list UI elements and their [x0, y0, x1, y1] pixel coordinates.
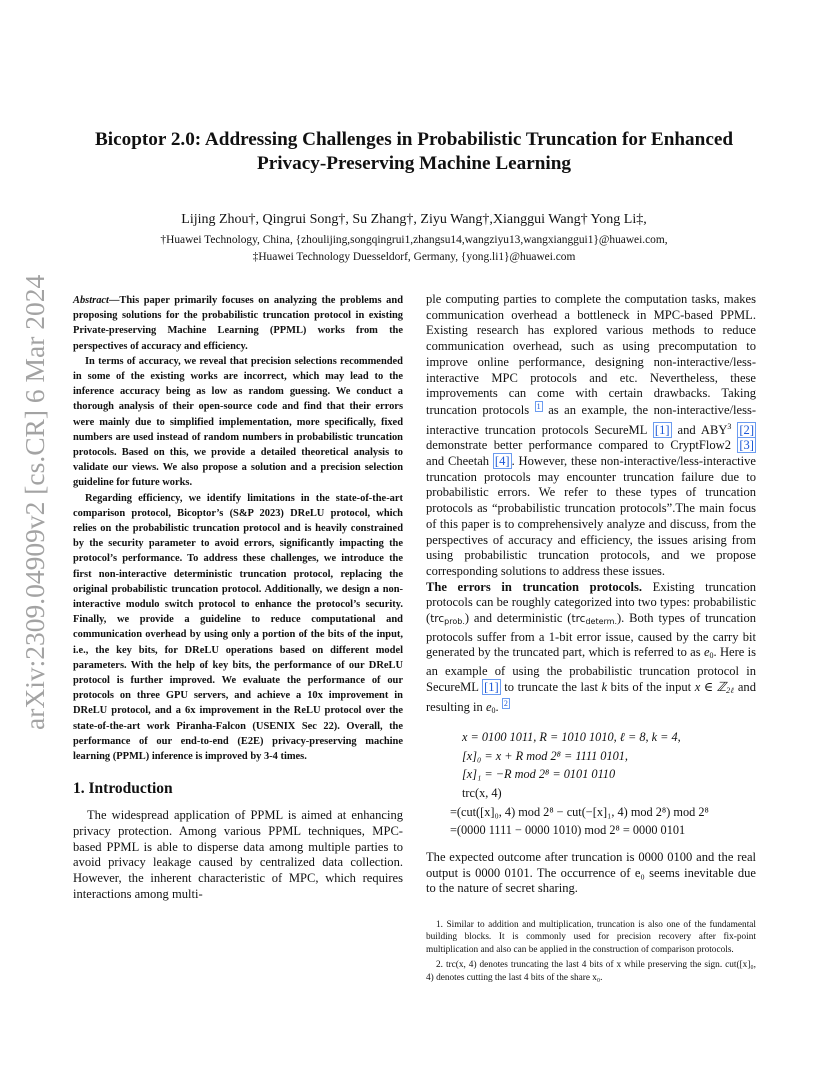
introduction-body — [73, 808, 403, 902]
text: demonstrate better performance compared to CryptFlow2 — [426, 438, 738, 453]
equation-line-3: [x]₁ = −R mod 2⁸ = 0101 0110 — [462, 767, 616, 782]
symbol-e: e — [485, 699, 492, 714]
symbol-e: e — [703, 645, 710, 660]
right-paragraph-3: The expected outcome after truncation is 0000 0100 and the real output is 0000 0101. The occurrence of e₀ seems inevitable due to the nature of secret sharing. — [426, 849, 756, 896]
equation-line-6: =(0000 1111 − 0000 1010) mod 2⁸ = 0000 0101 — [450, 823, 686, 838]
citation-link-4[interactable]: [4] — [494, 454, 510, 469]
footnote-link-1[interactable]: 1 — [536, 401, 541, 411]
text: ). Both types of truncation protocols suffer from a 1-bit error issue, caused by the carry bit generated by the truncated part, which is referred to as — [426, 611, 756, 660]
arxiv-stamp — [12, 235, 52, 735]
abstract-lead: Abstract — [73, 295, 109, 306]
title-line-2: Privacy-Preserving Machine Learning — [256, 153, 572, 174]
text: as an example, the non-interactive/less-interactive truncation protocols SecureML — [426, 402, 757, 437]
text: . However, these non-interactive/less-interactive truncation protocols may encounter truncation failure due to probabilistic errors. We refer to these types of truncation protocols as “probabilistic truncation protocols”.The main focus of this paper is to comprehensively analyze and discuss, from the perspectives of accuracy and efficiency, the issues arising from using probabilistic truncation protocols, and we propose corresponding solutions to address these issues. — [426, 454, 756, 578]
arxiv-stamp-graphic — [12, 235, 52, 735]
section-heading-introduction: 1. Introduction — [73, 780, 173, 798]
equation-line-4: trc(x, 4) — [462, 786, 502, 801]
symbol-x-in-z: x ∈ ℤ — [694, 679, 727, 694]
text: to truncate the last — [500, 679, 602, 694]
footnote-1: 1. Similar to addition and multiplication, truncation is also one of the fundamental building blocks. It is commonly used for precision recovery after fix-point multiplication and also can be applied in the construction of comparison protocols. — [426, 919, 756, 955]
abstract-p1-text: —This paper primarily focuses on analyzing the problems and proposing solutions for the probabilistic truncation protocol in existing Private-preserving Machine Learning (PPML) works from the perspectives of accuracy and efficiency. — [73, 295, 403, 352]
paragraph-heading: The errors in truncation protocols. — [426, 579, 643, 594]
abstract-paragraph-1 — [73, 293, 403, 354]
equation-line-1: x = 0100 1011, R = 1010 1010, ℓ = 8, k = 4, — [462, 730, 681, 745]
text: ple computing parties to complete the computation tasks, makes communication overhead a bottleneck in MPC-based PPML. Existing research has explored various methods to reduce communication overhead, such as using precomputation to improve online performance, designing non-interactive/less-interactive MPC protocols and etc. Nevertheless, these improvements can come with certain drawbacks. Taking truncation protocols — [426, 292, 756, 417]
equation-line-2: [x]₀ = x + R mod 2⁸ = 1111 0101, — [462, 748, 628, 763]
text: . Here is an example of using the probabilistic truncation protocol in SecureML — [426, 645, 757, 694]
citation-link-1[interactable]: [1] — [654, 422, 670, 437]
footnote-link-2[interactable]: 2 — [503, 698, 508, 708]
arxiv-stamp-text: arXiv:2309.04909v2 [cs.CR] 6 Mar 2024 — [19, 274, 50, 730]
footnote-2: 2. trc(x, 4) denotes truncating the last 4 bits of x while preserving the sign. cut([x]₀, 4) denotes cutting the last 4 bits of the share x₀. — [426, 960, 756, 983]
subscript: determ. — [585, 617, 617, 627]
symbol-trc: trc — [571, 613, 586, 626]
text: and Cheetah — [426, 454, 493, 469]
right-paragraph-2: The errors in truncation protocols. Existing truncation protocols can be roughly categorized into two types: probabilistic (trc$_{prob.}$) and deterministic (trc$_{determ.}$). Both types of truncation protocols suffer from a 1-bit error issue, caused by the carry bit generated by the truncated part, which is referred to as $e_0$. Here is an example of using the probabilistic truncation protocol in SecureML [1] to truncate the last k bits of the input x ∈ ℤ$_{2\ell}$ and resulting in $e_0$. $^2$ — [426, 579, 757, 715]
abstract-paragraph-2: In terms of accuracy, we reveal that precision selections recommended in some of the existing works are incorrect, which may lead to the inference accuracy being as low as random guessing. We conduct a thorough analysis of their open-source code and find that their errors were mainly due to simplified implementation, more specifically, fixed numbers are used instead of random numbers in probabilistic truncation protocols. Based on this, we provide a detailed theoretical analysis to validate our views. We also propose a solution and a precision selection guideline for future works. — [73, 355, 403, 489]
author-list: Lijing Zhou†, Qingrui Song†, Su Zhang†, Ziyu Wang†,Xianggui Wang† Yong Li‡, — [181, 212, 647, 227]
intro-paragraph-1: The widespread application of PPML is aimed at enhancing privacy protection. Among various PPML techniques, MPC-based PPML is able to disperse data among multiple parties to avoid privacy leakage caused by centralized data collection. However, the inherent characteristic of MPC, which requires interactions among multi- — [73, 808, 403, 901]
citation-link-1b[interactable]: [1] — [484, 679, 499, 694]
text: Existing truncation protocols can be roughly categorized into two types: probabilistic ( — [426, 579, 756, 626]
text: and resulting in — [426, 679, 756, 714]
text: and ABY — [671, 422, 728, 437]
citation-link-2[interactable]: [2] — [739, 422, 755, 437]
symbol-trc: trc — [430, 613, 445, 626]
symbol-k: k — [601, 679, 608, 694]
text: ) and deterministic ( — [464, 611, 572, 626]
right-paragraph-1 — [426, 292, 756, 580]
right-column — [426, 292, 756, 987]
equation-line-5: =(cut([x]₀, 4) mod 2⁸ − cut(−[x]₁, 4) mod 2⁸) mod 2⁸ — [450, 804, 709, 819]
paper-title — [60, 128, 768, 176]
text: bits of the input — [607, 679, 695, 694]
abstract — [73, 293, 403, 764]
footnotes — [426, 919, 756, 984]
superscript: 3 — [727, 421, 732, 431]
subscript: prob. — [444, 617, 465, 627]
affiliation-1: †Huawei Technology, China, {zhoulijing,songqingrui1,zhangsu14,wangziyu13,wangxianggui1}@huawei.com, — [160, 234, 668, 246]
left-column — [73, 293, 403, 903]
abstract-paragraph-3: Regarding efficiency, we identify limitations in the state-of-the-art comparison protocol, Bicoptor’s (S&P 2023) DReLU protocol, which relies on the probabilistic truncation protocol and is heavily constrained by the security parameter to avoid errors, significantly impacting the protocol’s performance. To address these challenges, we introduce the first non-interactive deterministic truncation protocol, replacing the original probabilistic truncation protocol. Additionally, we design a non-interactive modulo switch protocol to enhance the protocol’s security. Finally, we provide a guideline to reduce computational and communication overhead by using only a portion of the bits of the input, i.e., the key bits, for DReLU operations based on different model parameters. With the help of key bits, the performance of our DReLU protocol is further improved. We evaluate the performance of our protocols on three GPU servers, and achieve a 10x improvement in DReLU protocol, and a 6x improvement in the ReLU protocol over the state-of-the-art work Piranha-Falcon (USENIX Sec 22). Overall, the performance of our end-to-end (E2E) privacy-preserving machine learning (PPML) inference is improved by 3-4 times. — [73, 492, 403, 763]
affiliation-2: ‡Huawei Technology Duesseldorf, Germany, {yong.li1}@huawei.com — [252, 251, 576, 263]
subscript: 2ℓ — [726, 685, 735, 695]
equation-block — [426, 728, 756, 840]
citation-link-3[interactable]: [3] — [739, 438, 754, 453]
text: . — [495, 699, 502, 714]
title-line-1: Bicoptor 2.0: Addressing Challenges in Probabilistic Truncation for Enhanced — [94, 129, 734, 150]
